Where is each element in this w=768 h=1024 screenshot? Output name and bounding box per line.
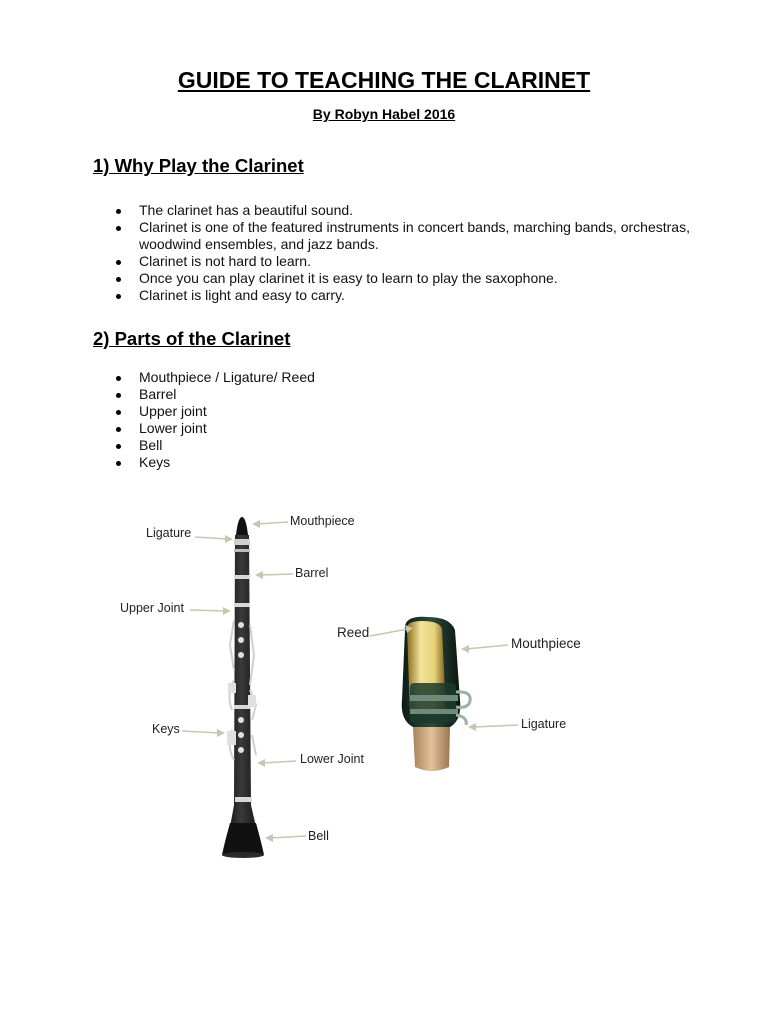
label-bell: Bell xyxy=(308,829,329,843)
label-lower-joint: Lower Joint xyxy=(300,752,364,766)
label-mouthpiece: Mouthpiece xyxy=(290,514,355,528)
section-heading-why-play: 1) Why Play the Clarinet xyxy=(93,155,304,176)
label-barrel: Barrel xyxy=(295,566,329,580)
list-item: Bell xyxy=(114,437,694,454)
list-item: Lower joint xyxy=(114,420,694,437)
label-keys: Keys xyxy=(152,722,180,736)
label-upper-joint: Upper Joint xyxy=(120,601,184,615)
clarinet-illustration xyxy=(222,517,264,858)
byline: By Robyn Habel 2016 xyxy=(312,106,456,122)
list-item: Keys xyxy=(114,454,694,471)
clarinet-parts-diagram xyxy=(110,505,610,865)
label-ligature-detail: Ligature xyxy=(521,717,567,731)
list-item: Once you can play clarinet it is easy to learn to play the saxophone. xyxy=(114,270,694,287)
section-heading-parts: 2) Parts of the Clarinet xyxy=(93,328,291,349)
label-mouthpiece-detail: Mouthpiece xyxy=(511,636,581,651)
list-item: Barrel xyxy=(114,386,694,403)
why-play-list xyxy=(114,202,694,304)
mouthpiece-illustration xyxy=(402,617,470,771)
list-item: Clarinet is light and easy to carry. xyxy=(114,287,694,304)
list-item: Mouthpiece / Ligature/ Reed xyxy=(114,369,694,386)
parts-list xyxy=(114,369,694,471)
list-item: The clarinet has a beautiful sound. xyxy=(114,202,694,219)
list-item: Upper joint xyxy=(114,403,694,420)
list-item: Clarinet is one of the featured instruments in concert bands, marching bands, orchestras, woodwind ensembles, and jazz bands. xyxy=(114,219,694,253)
label-ligature: Ligature xyxy=(146,526,192,540)
list-item: Clarinet is not hard to learn. xyxy=(114,253,694,270)
label-reed: Reed xyxy=(337,625,370,640)
document-title: GUIDE TO TEACHING THE CLARINET xyxy=(177,67,591,93)
